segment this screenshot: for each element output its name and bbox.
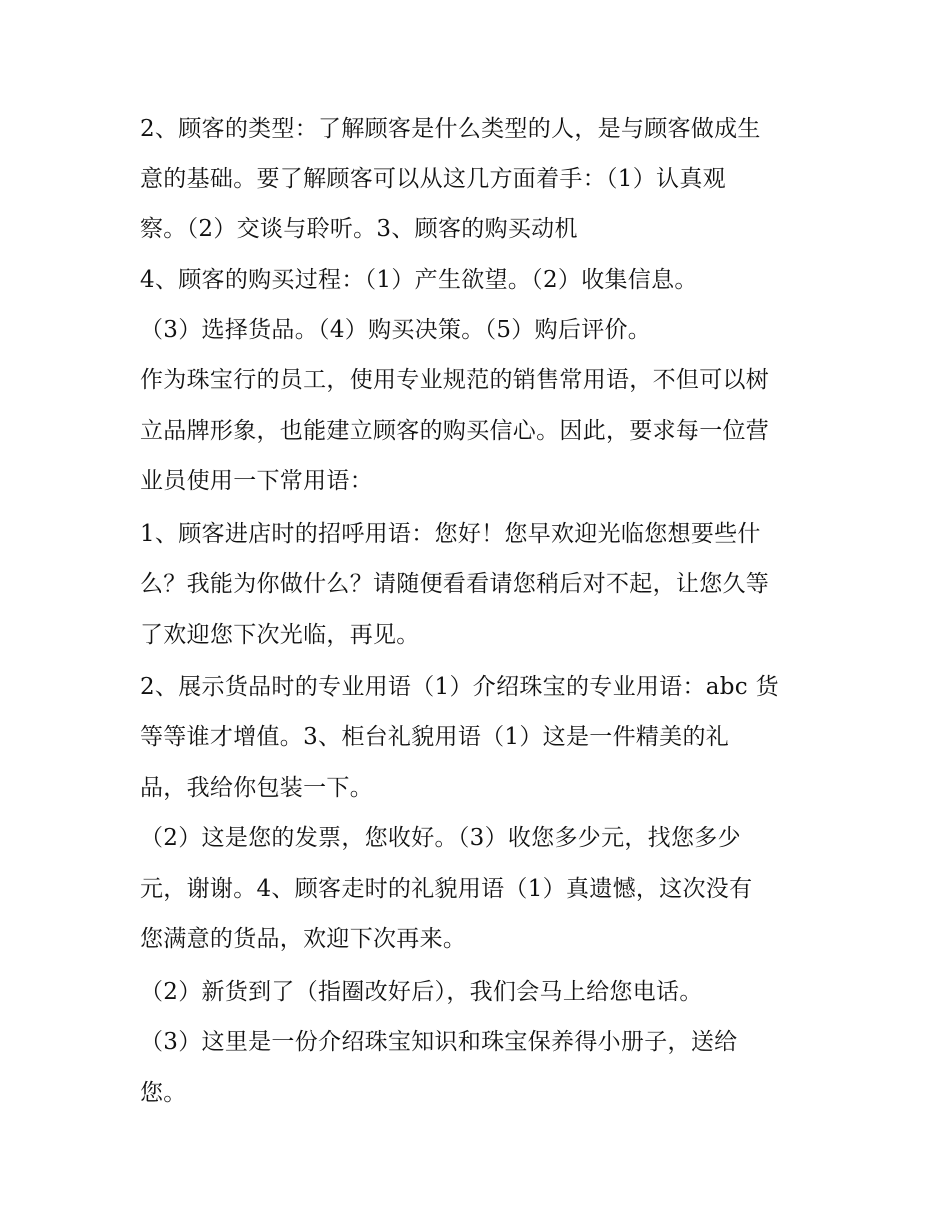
- text-line: 您。: [140, 1080, 187, 1106]
- text-line: 2、展示货品时的专业用语（1）介绍珠宝的专业用语：abc 货: [140, 674, 779, 700]
- text-line: （3）这里是一份介绍珠宝知识和珠宝保养得小册子，送给: [140, 1029, 738, 1055]
- text-line: 意的基础。要了解顾客可以从这几方面着手：（1）认真观: [140, 166, 726, 192]
- text-line: 立品牌形象，也能建立顾客的购买信心。因此，要求每一位营: [140, 418, 770, 444]
- text-line: （2）新货到了（指圈改好后），我们会马上给您电话。: [140, 979, 703, 1005]
- text-line: 了欢迎您下次光临，再见。: [140, 622, 420, 648]
- text-line: 4、顾客的购买过程：（1）产生欲望。（2）收集信息。: [140, 267, 698, 293]
- text-line: 元，谢谢。4、顾客走时的礼貌用语（1）真遗憾，这次没有: [140, 876, 753, 902]
- text-line: 1、顾客进店时的招呼用语：您好！您早欢迎光临您想要些什: [140, 521, 761, 547]
- text-line: 作为珠宝行的员工，使用专业规范的销售常用语，不但可以树: [140, 367, 770, 393]
- text-line: 品，我给你包装一下。: [140, 775, 373, 801]
- text-line: 察。（2）交谈与聆听。3、顾客的购买动机: [140, 216, 578, 242]
- text-line: 您满意的货品，欢迎下次再来。: [140, 926, 467, 952]
- text-line: （3）选择货品。（4）购买决策。（5）购后评价。: [140, 317, 652, 343]
- text-line: 2、顾客的类型：了解顾客是什么类型的人，是与顾客做成生: [140, 116, 761, 142]
- text-line: 么？我能为你做什么？请随便看看请您稍后对不起，让您久等: [140, 571, 770, 597]
- text-line: 业员使用一下常用语：: [140, 468, 373, 494]
- text-line: （2）这是您的发票，您收好。（3）收您多少元，找您多少: [140, 825, 741, 851]
- text-line: 等等谁才增值。3、柜台礼貌用语（1）这是一件精美的礼: [140, 724, 730, 750]
